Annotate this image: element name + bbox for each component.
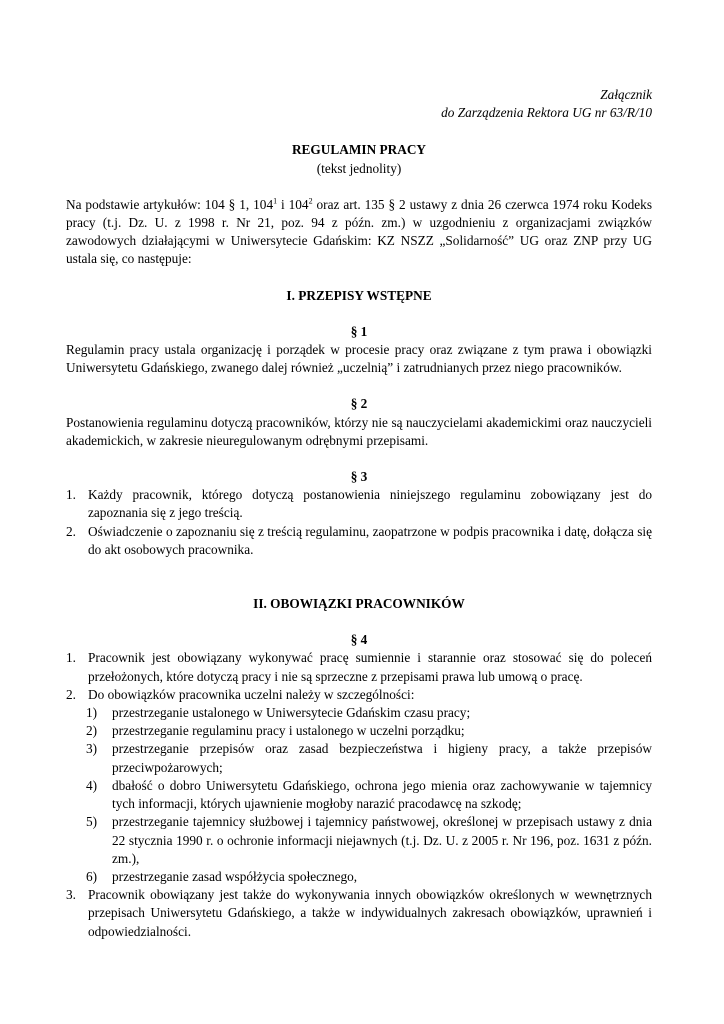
sub-list-item-text: dbałość o dobro Uniwersytetu Gdańskiego, ochrona jego mienia oraz zachowywanie w tajemnicy tych informacji, których ujawnienie mogłoby narazić pracodawcę na szkodę;: [112, 777, 652, 812]
annex-header: [66, 86, 652, 122]
sub-list-item-text: przestrzeganie zasad współżycia społecznego,: [112, 868, 358, 884]
section-2-text: Postanowienia regulaminu dotyczą pracowników, którzy nie są nauczycielami akademickimi oraz nauczycieli akademickich, w zakresie nieuregulowanym odrębnymi przepisami.: [66, 414, 652, 448]
section-3-label: § 3: [350, 469, 368, 485]
sub-list-item: [66, 740, 652, 776]
chapter-2-title: II. OBOWIĄZKI PRACOWNIKÓW: [253, 596, 465, 612]
list-item-text: Pracownik obowiązany jest także do wykonywania innych obowiązków określonych w wewnętrznych przepisach Uniwersytetu Gdańskiego, a także w indywidualnych zakresach obowiązków, uprawnień i odpowiedzialności.: [88, 887, 652, 939]
document-title: REGULAMIN PRACY: [291, 142, 427, 158]
list-item-number: 3.: [66, 887, 76, 903]
sub-list-item-text: przestrzeganie tajemnicy służbowej i tajemnicy państwowej, określonej w przepisach ustawy z dnia 22 stycznia 1990 r. o ochronie informacji niejawnych (t.j. Dz. U. z 2005 r. Nr 196, poz. 1631 z późn. zm.),: [112, 814, 652, 866]
chapter-1-title: I. PRZEPISY WSTĘPNE: [286, 287, 432, 303]
annex-reference: do Zarządzenia Rektora UG nr 63/R/10: [441, 105, 652, 121]
intro-superscript-1: 1: [273, 196, 278, 206]
sub-list-item-number: 6): [86, 868, 98, 884]
sub-list-item-number: 5): [86, 814, 98, 830]
intro-superscript-2: 2: [308, 196, 313, 206]
annex-label: Załącznik: [600, 87, 652, 102]
sub-list-item-number: 4): [86, 777, 98, 793]
list-item-text: Do obowiązków pracownika uczelni należy w szczególności:: [88, 686, 415, 702]
sub-list-item-text: przestrzeganie ustalonego w Uniwersytecie Gdańskim czasu pracy;: [112, 705, 471, 721]
sub-list-item: [66, 704, 652, 722]
section-4-label: § 4: [350, 632, 368, 648]
sub-list-item-text: przestrzeganie regulaminu pracy i ustalonego w uczelni porządku;: [112, 723, 465, 739]
intro-text-1: Na podstawie artykułów: 104 § 1, 104: [66, 196, 274, 212]
section-2-label: § 2: [350, 396, 368, 412]
section-1-text: Regulamin pracy ustala organizację i porządek w procesie pracy oraz związane z tym prawa i obowiązki Uniwersytetu Gdańskiego, zwanego dalej również „uczelnią” i zatrudnianych przez niego pracowników.: [66, 342, 652, 376]
sub-list-item: [66, 813, 652, 868]
sub-list-item-number: 3): [86, 741, 98, 757]
sub-list-item: [66, 777, 652, 813]
list-item: [66, 649, 652, 685]
sub-list-item-number: 2): [86, 723, 98, 739]
list-item-number: 2.: [66, 686, 76, 702]
sub-list-item-number: 1): [86, 705, 98, 721]
intro-text-3: oraz art. 135 § 2 ustawy z dnia 26 czerwca 1974 roku Kodeks pracy (t.j. Dz. U. z 1998 r. Nr 21, poz. 94 z późn. zm.) w uzgodnieniu z organizacjami związków zawodowych działającymi w Uniwersytecie Gdańskim: KZ NSZZ „Solidarność” UG oraz ZNP przy UG ustala się, co następuje:: [66, 196, 652, 267]
list-item-number: 2.: [66, 523, 76, 539]
list-item-number: 1.: [66, 650, 76, 666]
list-item: [66, 523, 652, 559]
list-item-text: Każdy pracownik, którego dotyczą postanowienia niniejszego regulaminu zobowiązany jest do zapoznania się z jego treścią.: [88, 487, 652, 521]
sub-list-item: [66, 722, 652, 740]
section-3-list: [66, 486, 652, 559]
document-page: [66, 86, 652, 941]
section-4-list: [66, 649, 652, 940]
intro-paragraph: [66, 196, 652, 269]
list-item-text: Oświadczenie o zapoznaniu się z treścią regulaminu, zaopatrzone w podpis pracownika i datę, dołącza się do akt osobowych pracownika.: [88, 523, 652, 557]
sub-list-item-text: przestrzeganie przepisów oraz zasad bezpieczeństwa i higieny pracy, a także przepisów przeciwpożarowych;: [112, 741, 652, 775]
list-item: [66, 686, 652, 704]
list-item: [66, 486, 652, 522]
list-item: [66, 886, 652, 941]
sub-list-item: [66, 868, 652, 886]
list-item-number: 1.: [66, 487, 76, 503]
document-subtitle: (tekst jednolity): [316, 160, 402, 176]
intro-text-2: i 104: [277, 196, 309, 212]
section-1-label: § 1: [350, 323, 368, 339]
list-item-text: Pracownik jest obowiązany wykonywać pracę sumiennie i starannie oraz stosować się do poleceń przełożonych, które dotyczą pracy i nie są sprzeczne z przepisami prawa lub umową o pracę.: [88, 650, 652, 684]
